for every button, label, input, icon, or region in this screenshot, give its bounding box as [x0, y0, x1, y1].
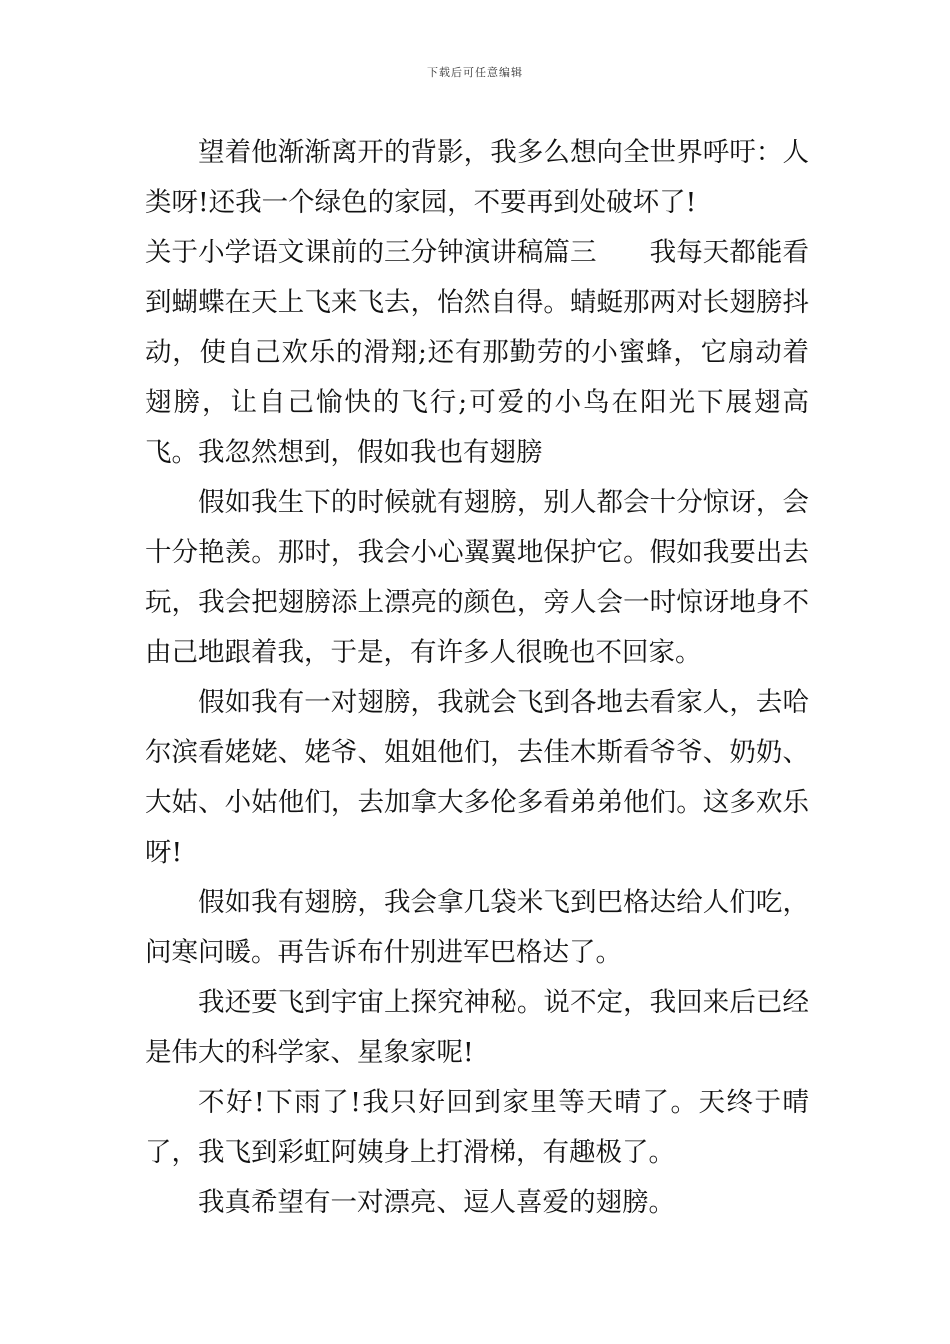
- paragraph-1: 望着他渐渐离开的背影，我多么想向全世界呼吁：人类呀!还我一个绿色的家园，不要再到处破坏了!: [145, 137, 809, 218]
- document-body: [145, 128, 809, 1228]
- paragraph-3: 假如我生下的时候就有翅膀，别人都会十分惊讶，会十分艳羡。那时，我会小心翼翼地保护它。假如我要出去玩，我会把翅膀添上漂亮的颜色，旁人会一时惊讶地身不由己地跟着我，于是，有许多人很晚也不回家。: [145, 487, 809, 668]
- paragraph-2: 关于小学语文课前的三分钟演讲稿篇三 我每天都能看到蝴蝶在天上飞来飞去，怡然自得。蜻蜓那两对长翅膀抖动，使自己欢乐的滑翔;还有那勤劳的小蜜蜂，它扇动着翅膀，让自己愉快的飞行;可爱的小鸟在阳光下展翅高飞。我忽然想到，假如我也有翅膀: [145, 237, 809, 468]
- paragraph-6: 我还要飞到宇宙上探究神秘。说不定，我回来后已经是伟大的科学家、星象家呢!: [145, 987, 809, 1068]
- paragraph-5: 假如我有翅膀，我会拿几袋米飞到巴格达给人们吃，问寒问暖。再告诉布什别进军巴格达了。: [145, 887, 809, 968]
- paragraph-8: 我真希望有一对漂亮、逗人喜爱的翅膀。: [198, 1187, 675, 1218]
- paragraph-7: 不好!下雨了!我只好回到家里等天晴了。天终于晴了，我飞到彩虹阿姨身上打滑梯，有趣极了。: [145, 1087, 809, 1168]
- paragraph-4: 假如我有一对翅膀，我就会飞到各地去看家人，去哈尔滨看姥姥、姥爷、姐姐他们，去佳木斯看爷爷、奶奶、大姑、小姑他们，去加拿大多伦多看弟弟他们。这多欢乐呀!: [145, 687, 809, 868]
- page-header-note: 下载后可任意编辑: [427, 66, 523, 79]
